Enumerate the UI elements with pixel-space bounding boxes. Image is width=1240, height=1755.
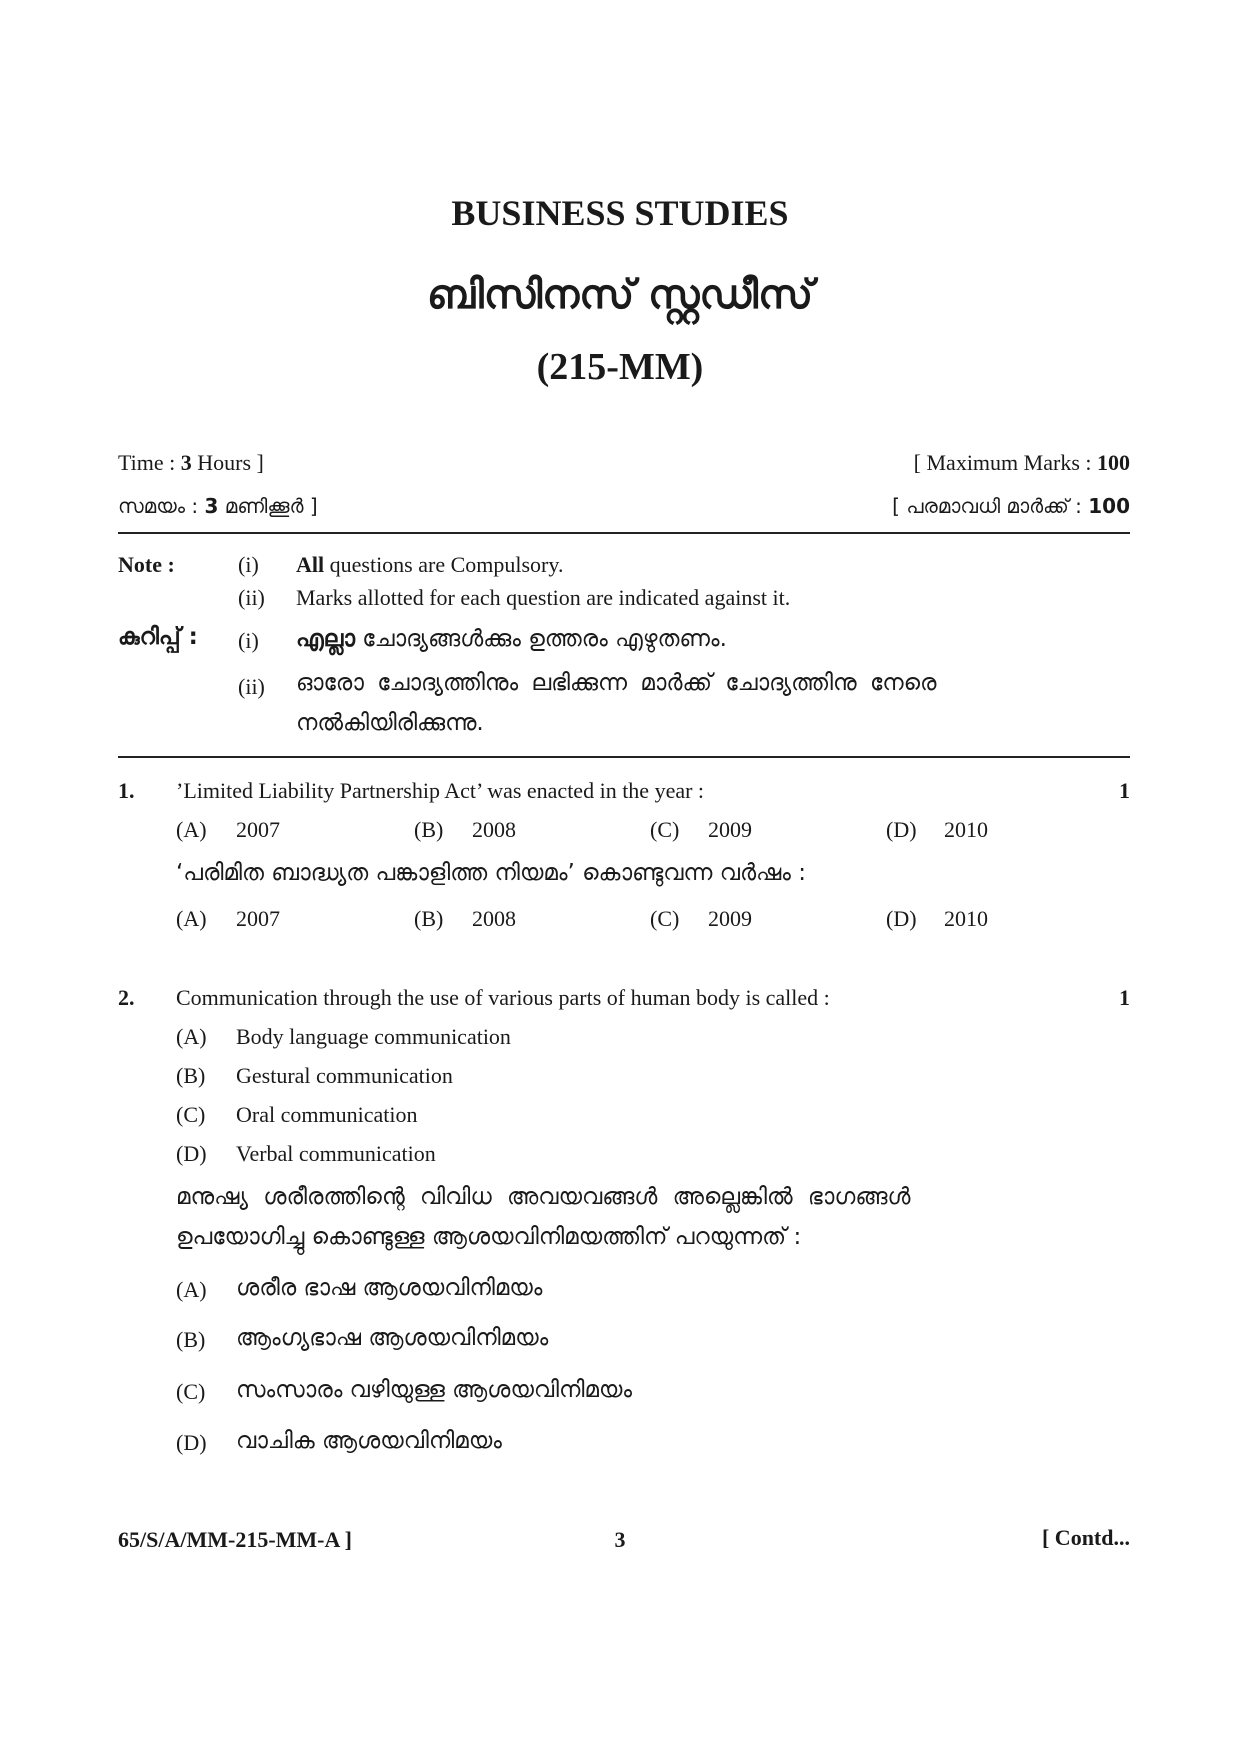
question-number: 1. — [118, 778, 135, 803]
note-item-text: All questions are Compulsory. — [296, 552, 564, 577]
option-text: 2009 — [708, 906, 752, 931]
question-text: Communication through the use of various parts of human body is called : — [176, 985, 830, 1010]
note-label-malayalam: കുറിപ്പ് : — [118, 624, 198, 650]
option-label: (B) — [414, 906, 444, 931]
option-text-ml: വാചിക ആശയവിനിമയം — [236, 1428, 502, 1454]
option-text: 2008 — [472, 906, 516, 931]
option-label: (C) — [650, 817, 680, 842]
note-item-num: (ii) — [238, 674, 265, 699]
option-text-ml: സംസാരം വഴിയുള്ള ആശയവിനിമയം — [236, 1377, 633, 1403]
option-label: (B) — [176, 1327, 206, 1352]
option-label: (C) — [176, 1379, 206, 1404]
max-marks-english: [ Maximum Marks : 100 — [913, 450, 1130, 475]
title-malayalam: ബിസിനസ് സ്റ്റഡീസ് — [427, 272, 813, 318]
note-item-text-ml-line1: ഓരോ ചോദ്യത്തിനും ലഭിക്കുന്ന മാർക്ക് ചോദ്യത്തിനു നേരെ — [296, 670, 937, 696]
option-label: (D) — [176, 1141, 207, 1166]
option-label: (D) — [886, 906, 917, 931]
option-label: (B) — [176, 1063, 206, 1088]
note-label-english: Note : — [118, 552, 175, 577]
option-text: 2010 — [944, 906, 988, 931]
option-label: (D) — [176, 1430, 207, 1455]
question-text: ’Limited Liability Partnership Act’ was enacted in the year : — [176, 778, 705, 803]
option-label: (C) — [650, 906, 680, 931]
option-label: (D) — [886, 817, 917, 842]
question-text-ml: ‘പരിമിത ബാദ്ധ്യത പങ്കാളിത്ത നിയമം’ കൊണ്ടുവന്ന വർഷം : — [176, 860, 806, 886]
question-marks: 1 — [1119, 985, 1130, 1010]
time-malayalam: സമയം : 3 മണിക്കൂർ ] — [118, 494, 318, 518]
question-number: 2. — [118, 985, 135, 1010]
question-text-ml-line1: മനുഷ്യ ശരീരത്തിന്റെ വിവിധ അവയവങ്ങൾ അല്ലെങ്കിൽ ഭാഗങ്ങൾ — [176, 1184, 911, 1210]
option-text: Verbal communication — [236, 1141, 436, 1166]
option-label: (A) — [176, 1277, 207, 1302]
option-text: Oral communication — [236, 1102, 418, 1127]
option-label: (A) — [176, 906, 207, 931]
paper-code: 65/S/A/MM-215-MM-A ] — [118, 1527, 352, 1552]
option-text-ml: ആംഗ്യഭാഷ ആശയവിനിമയം — [236, 1325, 549, 1351]
time-english: Time : 3 Hours ] — [118, 450, 264, 475]
option-text: Body language communication — [236, 1024, 511, 1049]
option-label: (C) — [176, 1102, 206, 1127]
option-label: (A) — [176, 1024, 207, 1049]
note-item-text-ml: എല്ലാ ചോദ്യങ്ങൾക്കും ഉത്തരം എഴുതണം. — [296, 626, 727, 652]
contd-label: [ Contd... — [1041, 1525, 1130, 1550]
option-label: (B) — [414, 817, 444, 842]
note-item-num: (i) — [238, 628, 259, 653]
note-item-text-ml-line2: നൽകിയിരിക്കുന്നു. — [296, 710, 484, 736]
option-text: Gestural communication — [236, 1063, 453, 1088]
option-text: 2009 — [708, 817, 752, 842]
question-text-ml-line2: ഉപയോഗിച്ചു കൊണ്ടുള്ള ആശയവിനിമയത്തിന് പറയുന്നത് : — [176, 1224, 802, 1250]
note-item-text: Marks allotted for each question are indicated against it. — [296, 585, 791, 610]
option-text: 2010 — [944, 817, 988, 842]
note-item-num: (i) — [238, 552, 259, 577]
note-rule — [118, 756, 1130, 758]
note-item-num: (ii) — [238, 585, 265, 610]
option-text: 2008 — [472, 817, 516, 842]
max-marks-malayalam: [ പരമാവധി മാർക്ക് : 100 — [892, 494, 1130, 518]
option-label: (A) — [176, 817, 207, 842]
title-english: BUSINESS STUDIES — [451, 193, 789, 233]
header-rule — [118, 532, 1130, 534]
subject-code: (215-MM) — [536, 346, 704, 388]
page-number: 3 — [614, 1527, 626, 1552]
option-text-ml: ശരീര ഭാഷ ആശയവിനിമയം — [236, 1275, 543, 1301]
option-text: 2007 — [236, 906, 280, 931]
question-marks: 1 — [1119, 778, 1130, 803]
option-text: 2007 — [236, 817, 280, 842]
